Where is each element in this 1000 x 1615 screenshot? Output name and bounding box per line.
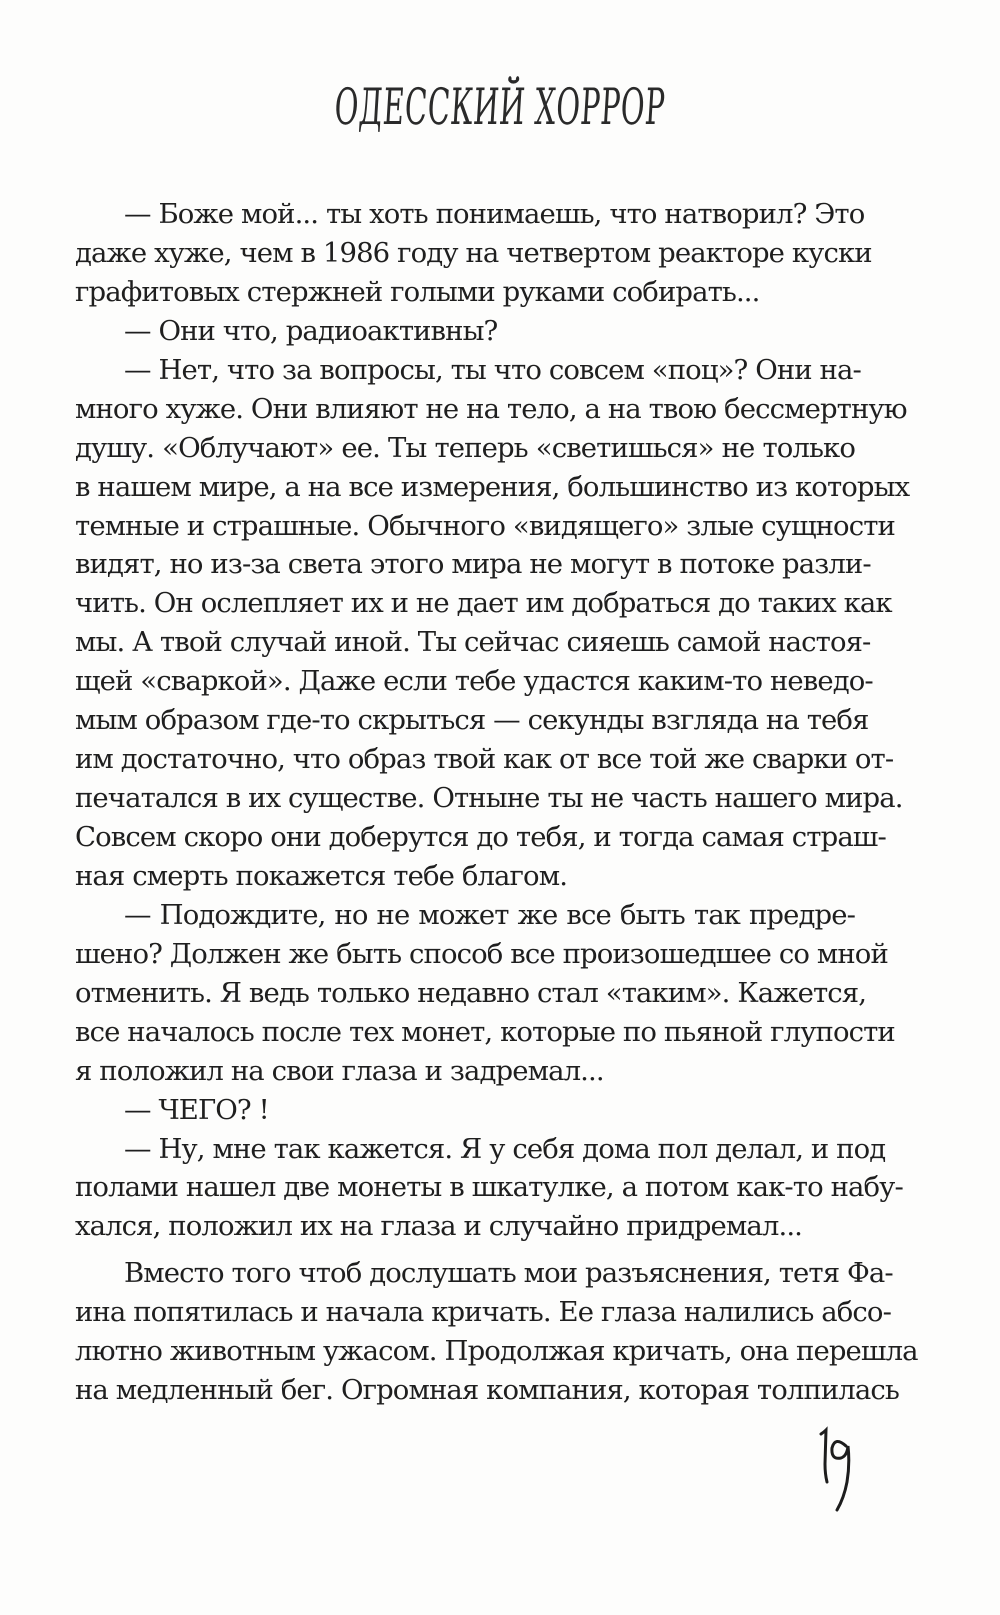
page-number-glyph: [817, 1424, 857, 1512]
text-line: чить. Он ослепляет их и не дает им добраться до таких как: [75, 587, 892, 620]
text-line: ина попятилась и начала кричать. Ее глаза налились абсо-: [75, 1296, 891, 1329]
text-line: в нашем мире, а на все измерения, большинство из которых: [75, 470, 910, 503]
text-line: им достаточно, что образ твой как от все той же сварки от-: [75, 743, 894, 776]
section-gap: [75, 1246, 855, 1254]
text-line: на медленный бег. Огромная компания, которая толпилась: [75, 1374, 899, 1407]
text-line: мы. А твой случай иной. Ты сейчас сияешь самой настоя-: [75, 626, 871, 659]
text-line: шено? Должен же быть способ все произошедшее со мной: [75, 937, 888, 970]
text-line: отменить. Я ведь только недавно стал «таким». Кажется,: [75, 976, 867, 1009]
text-line: Вместо того чтоб дослушать мои разъяснения, тетя Фа-: [124, 1257, 893, 1290]
body-text: [75, 195, 918, 1410]
text-line: ная смерть покажется тебе благом.: [75, 859, 568, 892]
text-line: печатался в их существе. Отныне ты не часть нашего мира.: [75, 782, 903, 815]
text-line: полами нашел две монеты в шкатулке, а потом как-то набу-: [75, 1171, 903, 1204]
text-line: душу. «Облучают» ее. Ты теперь «светишься» не только: [75, 431, 855, 464]
running-head-text: ОДЕССКИЙ ХОРРОР: [332, 78, 668, 136]
running-head: [210, 78, 790, 136]
page-number: [817, 1424, 857, 1512]
text-line: — Боже мой... ты хоть понимаешь, что натворил? Это: [124, 198, 865, 230]
text-line: — ЧЕГО? !: [124, 1093, 269, 1126]
text-line: графитовых стержней голыми руками собирать...: [75, 275, 760, 308]
text-line: — Нет, что за вопросы, ты что совсем «поц»? Они на-: [124, 353, 861, 386]
text-line: щей «сваркой». Даже если тебе удастся каким-то неведо-: [75, 665, 873, 698]
text-line: мым образом где-то скрыться — секунды взгляда на тебя: [75, 704, 869, 737]
text-line: темные и страшные. Обычного «видящего» злые сущности: [75, 509, 895, 542]
text-line: все началось после тех монет, которые по пьяной глупости: [75, 1015, 895, 1048]
text-line: — Ну, мне так кажется. Я у себя дома пол делал, и под: [124, 1132, 886, 1165]
text-line: я положил на свои глаза и задремал...: [75, 1054, 604, 1087]
text-line: видят, но из-за света этого мира не могут в потоке разли-: [75, 548, 871, 581]
text-line: много хуже. Они влияют не на тело, а на твою бессмертную: [75, 392, 907, 425]
text-line: — Они что, радиоактивны?: [124, 314, 498, 347]
text-line: хался, положил их на глаза и случайно придремал...: [75, 1210, 803, 1243]
text-line: лютно животным ужасом. Продолжая кричать, она перешла: [75, 1335, 918, 1368]
text-line: — Подождите, но не может же все быть так предре-: [124, 898, 855, 931]
text-line: даже хуже, чем в 1986 году на четвертом реакторе куски: [75, 236, 872, 269]
text-line: Совсем скоро они доберутся до тебя, и тогда самая страш-: [75, 821, 886, 853]
